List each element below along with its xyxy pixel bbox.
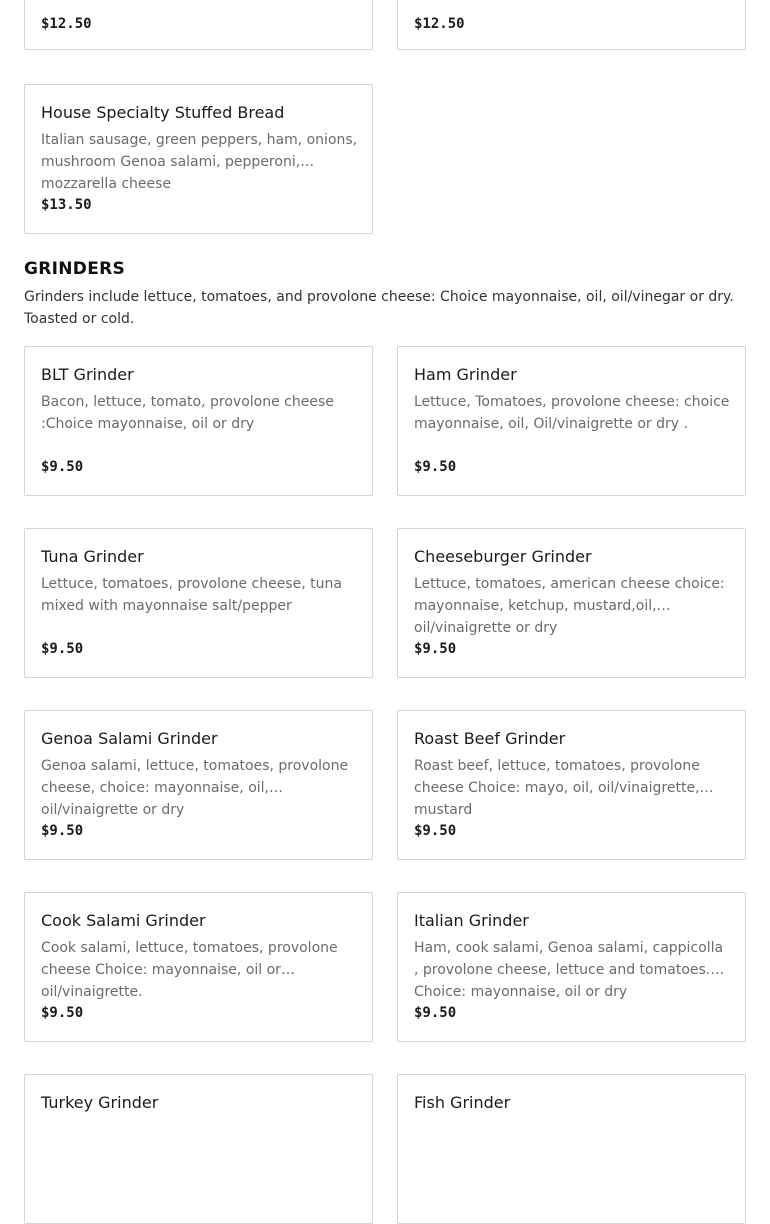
menu-item-card[interactable] (24, 0, 373, 50)
menu-item-card-house-specialty-stuffed-bread[interactable] (24, 84, 373, 234)
item-price: $9.50 (41, 459, 84, 475)
item-title: BLT Grinder (41, 365, 134, 384)
menu-item-card-roast-beef-grinder[interactable] (397, 710, 746, 860)
menu-item-card-italian-grinder[interactable] (397, 892, 746, 1042)
menu-item-card-cook-salami-grinder[interactable] (24, 892, 373, 1042)
item-title: Cheeseburger Grinder (414, 547, 592, 566)
item-description: Genoa salami, lettuce, tomatoes, provolone cheese, choice: mayonnaise, oil, oil/vinaigrette or dry (41, 758, 349, 818)
item-title: Genoa Salami Grinder (41, 729, 218, 748)
menu-item-card-turkey-grinder[interactable] (24, 1074, 373, 1224)
item-description: Roast beef, lettuce, tomatoes, provolone cheese Choice: mayo, oil, oil/vinaigrette, mustard (414, 758, 700, 818)
item-title: Turkey Grinder (41, 1093, 159, 1112)
item-price: $12.50 (41, 16, 92, 32)
menu-item-card-fish-grinder[interactable] (397, 1074, 746, 1224)
menu-item-card-cheeseburger-grinder[interactable] (397, 528, 746, 678)
item-price: $9.50 (414, 459, 457, 475)
item-title: Roast Beef Grinder (414, 729, 566, 748)
section-description-grinders: Grinders include lettuce, tomatoes, and provolone cheese: Choice mayonnaise, oil, oil/vinegar or dry. Toasted or cold. (24, 289, 734, 327)
menu-item-card-genoa-salami-grinder[interactable] (24, 710, 373, 860)
item-price: $12.50 (414, 16, 465, 32)
item-price: $9.50 (41, 823, 84, 839)
item-description: Lettuce, tomatoes, provolone cheese, tuna mixed with mayonnaise salt/pepper (41, 576, 342, 614)
item-title: House Specialty Stuffed Bread (41, 103, 285, 122)
item-title: Cook Salami Grinder (41, 911, 206, 930)
item-price: $9.50 (414, 823, 457, 839)
item-price: $9.50 (414, 1005, 457, 1021)
item-description: Cook salami, lettuce, tomatoes, provolone cheese Choice: mayonnaise, oil or oil/vinaigrette. (41, 940, 338, 1000)
menu-item-card[interactable] (397, 0, 746, 50)
item-price: $9.50 (41, 641, 84, 657)
item-title: Ham Grinder (414, 365, 517, 384)
item-price: $13.50 (41, 197, 92, 213)
item-title: Tuna Grinder (41, 547, 144, 566)
item-description: Bacon, lettuce, tomato, provolone cheese :Choice mayonnaise, oil or dry (41, 394, 334, 432)
menu-item-card-blt-grinder[interactable] (24, 346, 373, 496)
menu-item-card-tuna-grinder[interactable] (24, 528, 373, 678)
item-description: Lettuce, tomatoes, american cheese choice: mayonnaise, ketchup, mustard,oil, oil/vinaigrette or dry (414, 576, 725, 636)
menu-item-card-ham-grinder[interactable] (397, 346, 746, 496)
item-description: Lettuce, Tomatoes, provolone cheese: choice mayonnaise, oil, Oil/vinaigrette or dry . (414, 394, 730, 432)
item-description: Italian sausage, green peppers, ham, onions, mushroom Genoa salami, pepperoni, mozzarella cheese (41, 132, 358, 192)
item-title: Italian Grinder (414, 911, 529, 930)
item-price: $9.50 (41, 1005, 84, 1021)
item-title: Fish Grinder (414, 1093, 511, 1112)
section-title-grinders: GRINDERS (24, 259, 126, 279)
item-description: Ham, cook salami, Genoa salami, cappicolla , provolone cheese, lettuce and tomatoes. Choice: mayonnaise, oil or dry (414, 940, 724, 1000)
item-price: $9.50 (414, 641, 457, 657)
